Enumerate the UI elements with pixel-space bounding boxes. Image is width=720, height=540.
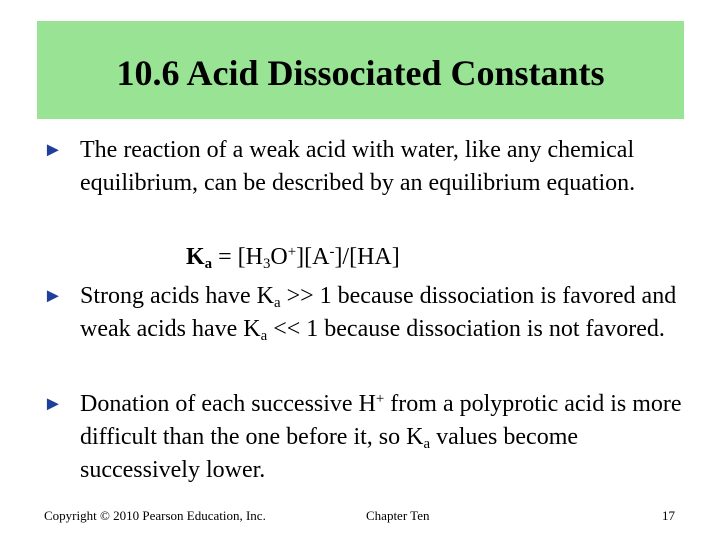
- bullet-marker-icon: ►: [43, 285, 63, 307]
- formula-k: K: [186, 244, 205, 270]
- footer-chapter: Chapter Ten: [366, 508, 430, 523]
- footer-page-number: 17: [662, 508, 675, 523]
- footer-copyright: Copyright © 2010 Pearson Education, Inc.: [44, 508, 266, 523]
- bullet-3-text: Donation of each successive H+ from a polyprotic acid is more difficult than the one before it, so $K_a$ values become successively lower.: [80, 390, 682, 483]
- formula-part-3: ]/[HA]: [334, 244, 400, 270]
- formula-part-1: = [H: [212, 244, 263, 270]
- slide-title: 10.6 Acid Dissociated Constants: [116, 53, 605, 93]
- formula-k-sub: a: [204, 256, 213, 273]
- bullet-3: [43, 388, 703, 487]
- bullet-marker-icon: ►: [43, 139, 63, 161]
- ka-formula: [186, 241, 400, 274]
- formula-minus-sup: -: [329, 243, 335, 260]
- formula-plus-sup: +: [287, 243, 297, 260]
- bullet-2-text: Strong acids have $K_a >> 1$ because dissociation is favored and weak acids have $K_a << 1$ because dissociation is not favored.: [80, 283, 677, 345]
- bullet-1-text: The reaction of a weak acid with water, like any chemical equilibrium, can be described by an equilibrium equation.: [80, 137, 636, 196]
- bullet-marker-icon: ►: [43, 393, 63, 415]
- formula-o: O: [270, 244, 288, 270]
- bullet-2: [43, 280, 703, 346]
- bullet-1: [43, 134, 703, 200]
- formula-part-2: ][A: [296, 244, 330, 270]
- formula-h3-sub: 3: [262, 256, 271, 273]
